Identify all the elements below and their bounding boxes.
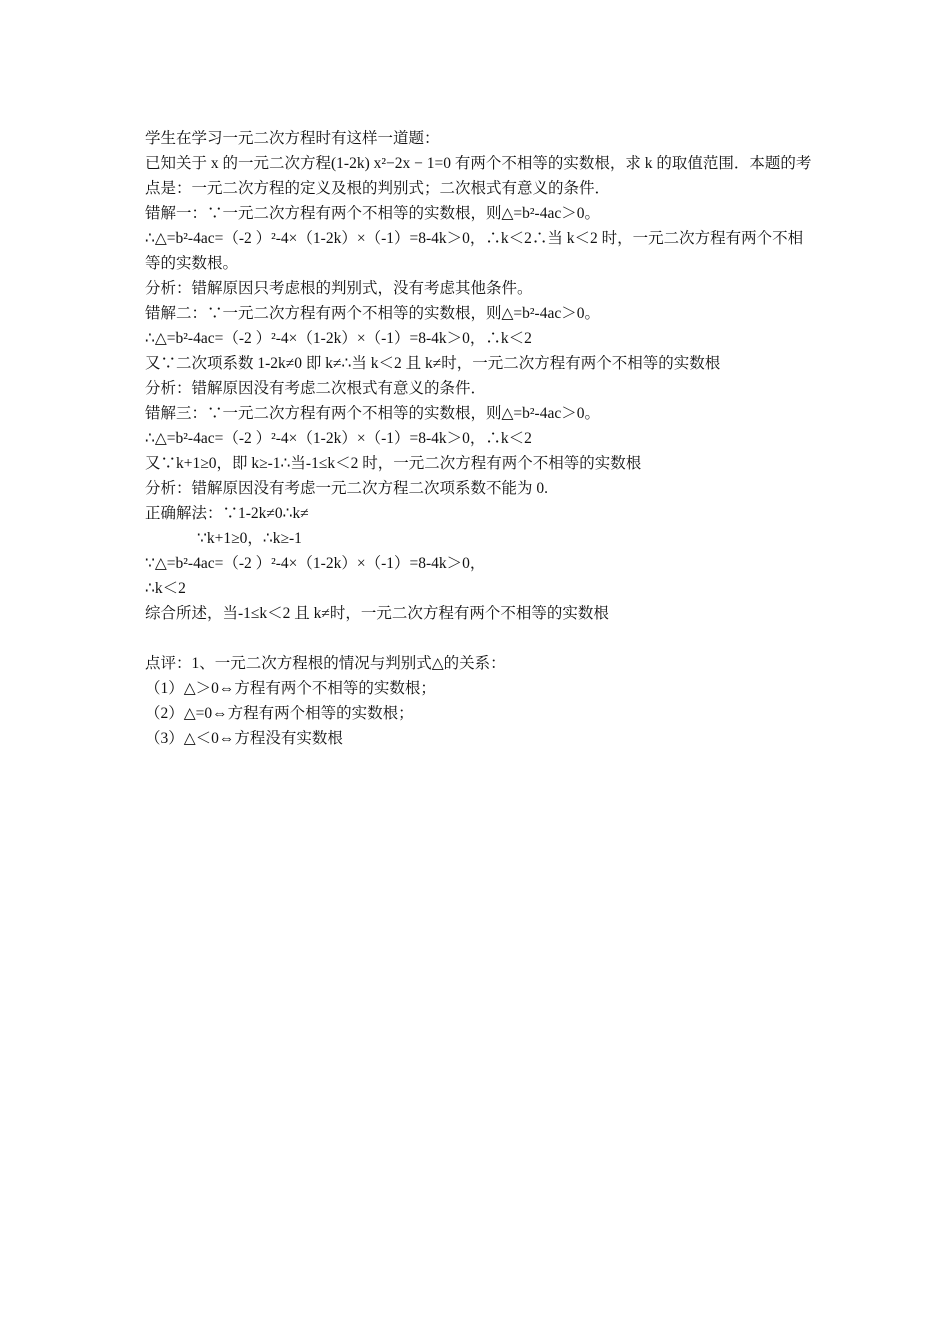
conclusion: 综合所述，当-1≤k＜2 且 k≠时，一元二次方程有两个不相等的实数根 [145,605,609,622]
wrong-solution-1-body: ∴△=b²-4ac=（-2 ）²-4×（1-2k）×（-1）=8-4k＞0，∴k＜2∴当 k＜2 时，一元二次方程有两个不相等的实数根。 [145,230,804,272]
comment-header: 点评：1、一元二次方程根的情况与判别式△的关系： [145,655,506,672]
analysis-3: 分析：错解原因没有考虑一元二次方程二次项系数不能为 0. [145,480,549,497]
wrong-solution-1-header: 错解一：∵一元二次方程有两个不相等的实数根，则△=b²-4ac＞0。 [145,205,600,222]
correct-solution-header: 正确解法：∵1-2k≠0∴k≠ [145,505,309,522]
wrong-solution-2-condition: 又∵二次项系数 1-2k≠0 即 k≠∴当 k＜2 且 k≠时，一元二次方程有两个不相等的实数根 [145,355,721,372]
correct-solution-discriminant: ∵△=b²-4ac=（-2 ）²-4×（1-2k）×（-1）=8-4k＞0， [145,555,486,572]
spacer [145,626,815,651]
correct-solution-result: ∴k＜2 [145,580,186,597]
intro-line: 学生在学习一元二次方程时有这样一道题： [145,130,440,147]
document-body [145,126,815,751]
wrong-solution-3-condition: 又∵k+1≥0，即 k≥-1∴当-1≤k＜2 时，一元二次方程有两个不相等的实数根 [145,455,642,472]
comment-item-1: （1）△＞0⇔方程有两个不相等的实数根； [145,680,436,697]
wrong-solution-2-header: 错解二：∵一元二次方程有两个不相等的实数根，则△=b²-4ac＞0。 [145,305,600,322]
wrong-solution-3-header: 错解三：∵一元二次方程有两个不相等的实数根，则△=b²-4ac＞0。 [145,405,600,422]
comment-item-2: （2）△=0⇔方程有两个相等的实数根； [145,705,414,722]
wrong-solution-3-discriminant: ∴△=b²-4ac=（-2 ）²-4×（1-2k）×（-1）=8-4k＞0，∴k＜2 [145,430,532,447]
correct-solution-condition: ∵k+1≥0，∴k≥-1 [197,530,302,547]
analysis-2: 分析：错解原因没有考虑二次根式有意义的条件． [145,380,487,397]
analysis-1: 分析：错解原因只考虑根的判别式，没有考虑其他条件。 [145,280,533,297]
problem-statement: 已知关于 x 的一元二次方程(1-2k) x²−2x − 1=0 有两个不相等的实数根，求 k 的取值范围．本题的考点是：一元二次方程的定义及根的判别式；二次根式有意义的条件． [145,155,812,197]
comment-item-3: （3）△＜0⇔方程没有实数根 [145,730,343,747]
wrong-solution-2-discriminant: ∴△=b²-4ac=（-2 ）²-4×（1-2k）×（-1）=8-4k＞0，∴k＜2 [145,330,532,347]
